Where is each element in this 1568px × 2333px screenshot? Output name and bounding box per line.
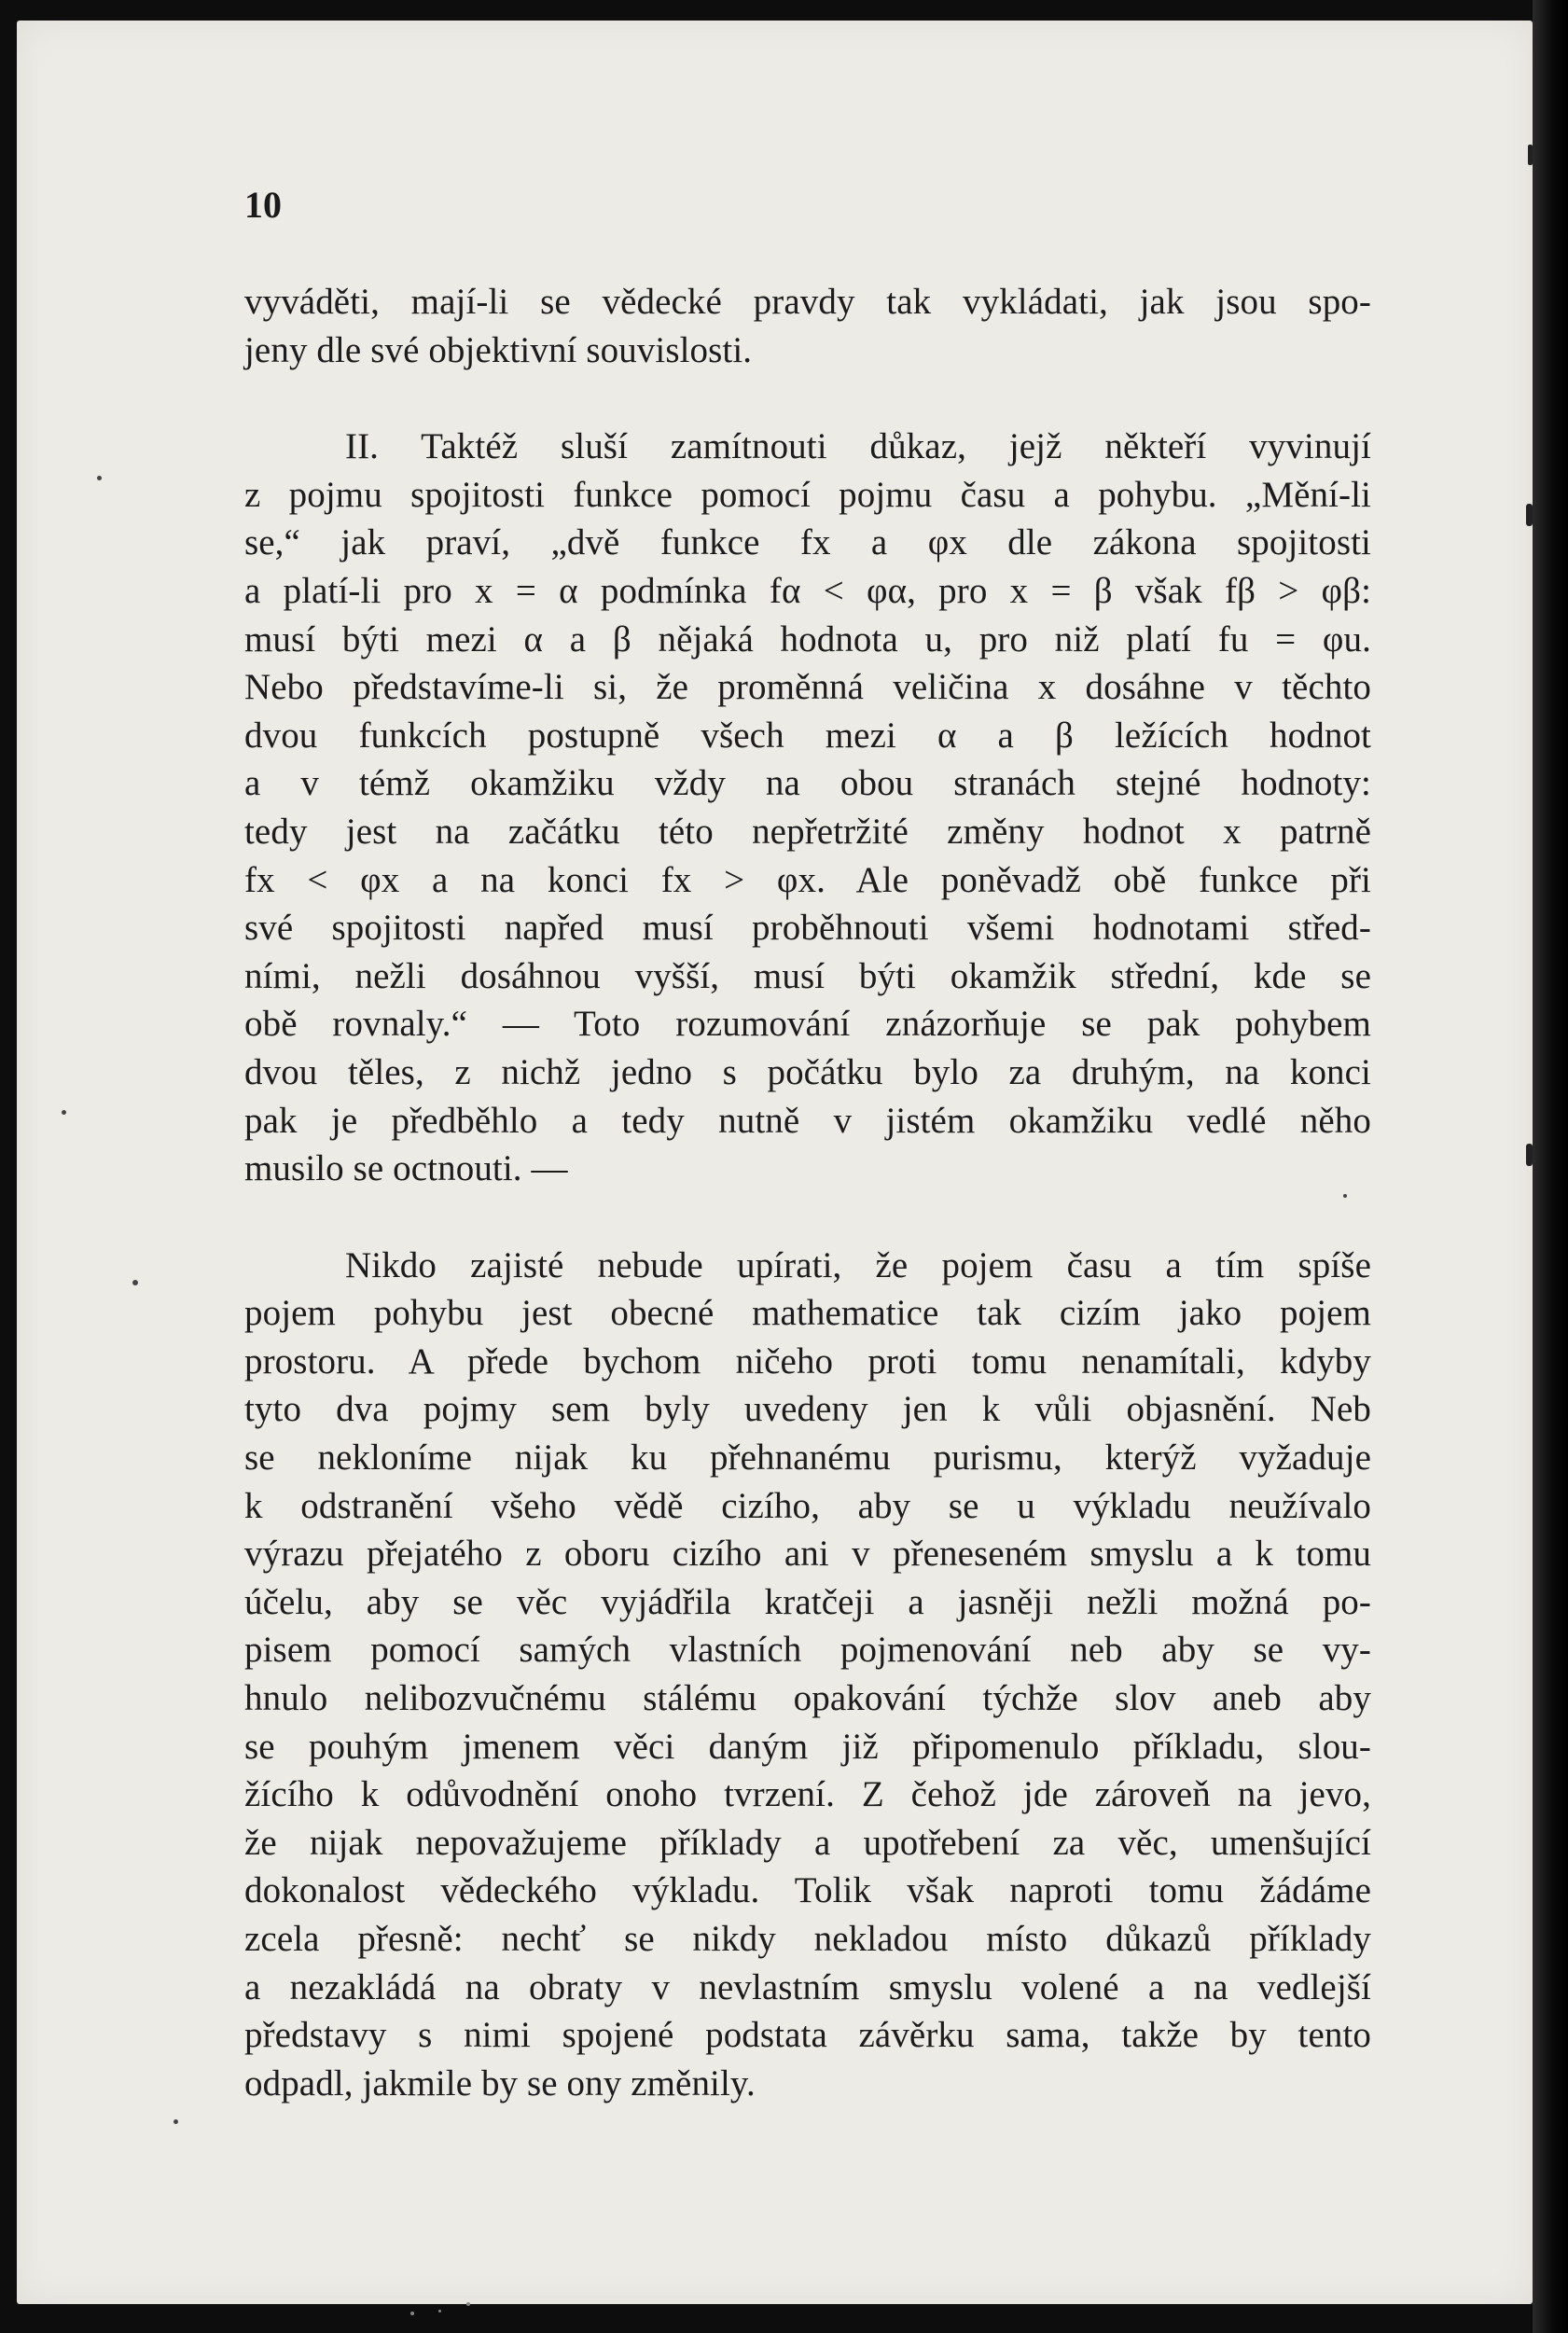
text-line: vyváděti, mají-li se vědecké pravdy tak vykládati, jak jsou spo- [244,282,1371,322]
text-line: a platí-li pro x = α podmínka fα < φα, pro x = β však fβ > φβ: [244,570,1371,611]
text-line: žícího k odůvodnění onoho tvrzení. Z čehož jde zároveň na jevo, [244,1774,1371,1815]
text-line: účelu, aby se věc vyjádřila kratčeji a jasněji nežli možná po- [244,1581,1371,1622]
text-line: dokonalost vědeckého výkladu. Tolik však naproti tomu žádáme [244,1870,1371,1911]
paragraph-3 [244,1242,1371,2108]
scan-speck [438,2310,441,2312]
text-line: k odstranění všeho vědě cizího, aby se u výkladu neužívalo [244,1485,1371,1526]
text-line: pojem pohybu jest obecné mathematice tak cizím jako pojem [244,1293,1371,1334]
scan-speck [1528,145,1533,165]
text-line: zcela přesně: nechť se nikdy nekladou místo důkazů příklady [244,1919,1371,1959]
text-line: a v témž okamžiku vždy na obou stranách stejné hodnoty: [244,763,1371,804]
text-line: se nekloníme nijak ku přehnanému purismu, kterýž vyžaduje [244,1437,1371,1479]
text-line: představy s nimi spojené podstata závěrku sama, takže by tento [244,2015,1371,2056]
page-body [244,278,1371,2107]
text-line: odpadl, jakmile by se ony změnily. [244,2062,756,2104]
text-line: výrazu přejatého z oboru cizího ani v přeneseném smyslu a k tomu [244,1534,1371,1575]
text-line: fx < φx a na konci fx > φx. Ale poněvadž obě funkce při [244,859,1371,900]
text-line: Nikdo zajisté nebude upírati, že pojem času a tím spíše [345,1244,1371,1285]
scan-right-edge [1533,0,1568,2333]
scan-speck [62,1110,66,1115]
scan-speck [1526,1144,1533,1166]
text-line: že nijak nepovažujeme příklady a upotřebení za věc, umenšující [244,1822,1371,1863]
paragraph-2 [244,423,1371,1193]
text-line: se pouhým jmenem věci daným již připomenulo příkladu, slou- [244,1726,1371,1767]
text-line: hnulo nelibozvučnému stálému opakování týchže slov aneb aby [244,1678,1371,1719]
scan-speck [1526,504,1533,526]
text-line: tyto dva pojmy sem byly uvedeny jen k vůli objasnění. Neb [244,1389,1371,1430]
text-line: jeny dle své objektivní souvislosti. [244,329,753,370]
text-line: pisem pomocí samých vlastních pojmenování neb aby se vy- [244,1630,1371,1671]
text-line: své spojitosti napřed musí proběhnouti všemi hodnotami střed- [244,908,1371,949]
page-number: 10 [244,184,282,226]
text-line: a nezakládá na obraty v nevlastním smyslu volené a na vedlejší [244,1966,1371,2007]
text-line: dvou funkcích postupně všech mezi α a β ležících hodnot [244,715,1371,756]
scan-speck [1343,1194,1347,1198]
paragraph-1 [244,278,1371,374]
text-line: pak je předběhlo a tedy nutně v jistém okamžiku vedlé něho [244,1100,1371,1141]
scan-speck [410,2312,414,2315]
text-line: dvou těles, z nichž jedno s počátku bylo za druhým, na konci [244,1051,1371,1092]
text-line: Nebo představíme-li si, že proměnná veličina x dosáhne v těchto [244,667,1371,708]
scan-speck [132,1280,138,1285]
scan-speck [466,2302,470,2306]
text-line: z pojmu spojitosti funkce pomocí pojmu času a pohybu. „Mění-li [244,474,1371,515]
text-line: ními, nežli dosáhnou vyšší, musí býti okamžik střední, kde se [244,955,1371,996]
text-line: prostoru. A přede bychom ničeho proti tomu nenamítali, kdyby [244,1340,1371,1382]
text-line: II. Taktéž sluší zamítnouti důkaz, jejž někteří vyvinují [345,426,1371,467]
scan-speck [173,2119,178,2124]
text-line: tedy jest na začátku této nepřetržité změny hodnot x patrně [244,811,1371,852]
text-line: obě rovnaly.“ — Toto rozumování znázorňuje se pak pohybem [244,1004,1371,1045]
text-line: se,“ jak praví, „dvě funkce fx a φx dle zákona spojitosti [244,522,1371,563]
text-line: musilo se octnouti. — [244,1148,568,1189]
scan-speck [97,476,102,480]
text-line: musí býti mezi α a β nějaká hodnota u, pro niž platí fu = φu. [244,618,1371,660]
